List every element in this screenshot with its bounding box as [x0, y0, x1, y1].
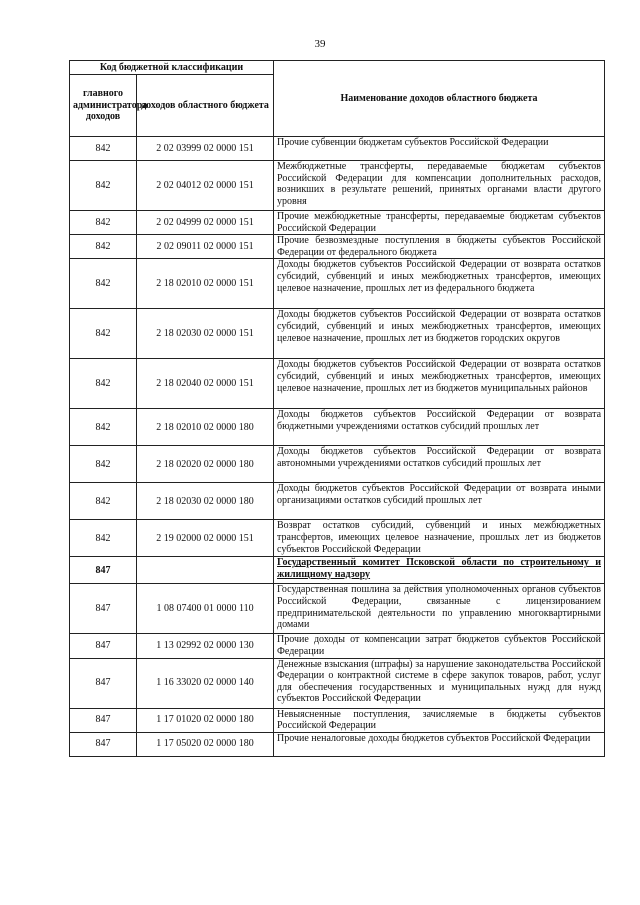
admin-code-cell: 842	[70, 211, 137, 235]
income-name-cell: Прочие доходы от компенсации затрат бюджетов субъектов Российской Федерации	[274, 634, 605, 658]
income-code-cell: 2 18 02030 02 0000 180	[137, 483, 274, 520]
income-name-cell: Доходы бюджетов субъектов Российской Федерации от возврата остатков субсидий, субвенций и иных межбюджетных трансфертов, имеющих целевое назначение, прошлых лет из бюджетов муниципальных районов	[274, 359, 605, 409]
admin-code-cell: 842	[70, 259, 137, 309]
admin-code-cell: 842	[70, 161, 137, 211]
table-row	[70, 732, 605, 756]
income-name-cell: Доходы бюджетов субъектов Российской Федерации от возврата бюджетными учреждениями остатков субсидий прошлых лет	[274, 409, 605, 446]
admin-code-cell: 842	[70, 309, 137, 359]
income-code-cell: 2 18 02030 02 0000 151	[137, 309, 274, 359]
header-classification-code: Код бюджетной классификации	[70, 61, 274, 75]
admin-code-cell: 847	[70, 658, 137, 708]
income-name-cell: Невыясненные поступления, зачисляемые в бюджеты субъектов Российской Федерации	[274, 708, 605, 732]
income-name-cell: Доходы бюджетов субъектов Российской Федерации от возврата остатков субсидий, субвенций и иных межбюджетных трансфертов, имеющих целевое назначение, прошлых лет из бюджетов городских округов	[274, 309, 605, 359]
table-row	[70, 309, 605, 359]
admin-code-cell: 842	[70, 137, 137, 161]
header-name: Наименование доходов областного бюджета	[274, 61, 605, 137]
income-code-cell: 2 18 02010 02 0000 151	[137, 259, 274, 309]
income-name-cell: Денежные взыскания (штрафы) за нарушение законодательства Российской Федерации о контрактной системе в сфере закупок товаров, работ, услуг для обеспечения государственных и муниципальных нужд для нужд субъектов Российской Федерации	[274, 658, 605, 708]
income-name-cell: Государственная пошлина за действия уполномоченных органов субъектов Российской Федерации, связанные с лицензированием предпринимательской деятельности по управлению многоквартирными домами	[274, 584, 605, 634]
table-row	[70, 137, 605, 161]
income-code-cell: 1 17 01020 02 0000 180	[137, 708, 274, 732]
table-row	[70, 161, 605, 211]
income-name-cell: Прочие межбюджетные трансферты, передаваемые бюджетам субъектов Российской Федерации	[274, 211, 605, 235]
admin-code-cell: 842	[70, 520, 137, 557]
admin-code-cell: 847	[70, 557, 137, 584]
income-code-cell: 2 02 04012 02 0000 151	[137, 161, 274, 211]
table-row	[70, 557, 605, 584]
income-code-cell	[137, 557, 274, 584]
admin-code-cell: 847	[70, 584, 137, 634]
income-code-cell: 2 02 04999 02 0000 151	[137, 211, 274, 235]
budget-classification-table	[69, 60, 605, 757]
income-name-cell: Прочие субвенции бюджетам субъектов Российской Федерации	[274, 137, 605, 161]
table-row	[70, 409, 605, 446]
table-row	[70, 446, 605, 483]
income-code-cell: 2 18 02040 02 0000 151	[137, 359, 274, 409]
admin-code-cell: 842	[70, 235, 137, 259]
income-name-cell: Прочие неналоговые доходы бюджетов субъектов Российской Федерации	[274, 732, 605, 756]
admin-code-cell: 847	[70, 708, 137, 732]
table-row	[70, 658, 605, 708]
income-name-cell: Возврат остатков субсидий, субвенций и иных межбюджетных трансфертов, имеющих целевое назначение, прошлых лет из бюджетов субъектов Российской Федерации	[274, 520, 605, 557]
income-code-cell: 2 02 03999 02 0000 151	[137, 137, 274, 161]
income-code-cell: 1 08 07400 01 0000 110	[137, 584, 274, 634]
header-admin-code: главного администратора доходов	[70, 75, 137, 137]
income-code-cell: 1 16 33020 02 0000 140	[137, 658, 274, 708]
income-code-cell: 1 13 02992 02 0000 130	[137, 634, 274, 658]
income-name-cell: Прочие безвозмездные поступления в бюджеты субъектов Российской Федерации от федерального бюджета	[274, 235, 605, 259]
income-name-cell: Доходы бюджетов субъектов Российской Федерации от возврата иными организациями остатков субсидий прошлых лет	[274, 483, 605, 520]
admin-code-cell: 842	[70, 483, 137, 520]
income-code-cell: 2 02 09011 02 0000 151	[137, 235, 274, 259]
table-row	[70, 520, 605, 557]
admin-code-cell: 842	[70, 359, 137, 409]
page-number: 39	[314, 38, 326, 50]
table-row	[70, 483, 605, 520]
income-code-cell: 1 17 05020 02 0000 180	[137, 732, 274, 756]
table-row	[70, 235, 605, 259]
income-name-cell: Межбюджетные трансферты, передаваемые бюджетам субъектов Российской Федерации для компенсации дополнительных расходов, возникших в результате решений, принятых органами власти другого уровня	[274, 161, 605, 211]
table-row	[70, 584, 605, 634]
table-row	[70, 359, 605, 409]
admin-code-cell: 847	[70, 732, 137, 756]
table-row	[70, 211, 605, 235]
admin-code-cell: 842	[70, 409, 137, 446]
table-row	[70, 634, 605, 658]
income-name-cell: Государственный комитет Псковской области по строительному и жилищному надзору	[274, 557, 605, 584]
income-name-cell: Доходы бюджетов субъектов Российской Федерации от возврата автономными учреждениями остатков субсидий прошлых лет	[274, 446, 605, 483]
admin-code-cell: 847	[70, 634, 137, 658]
header-income-code: доходов областного бюджета	[137, 75, 274, 137]
income-code-cell: 2 19 02000 02 0000 151	[137, 520, 274, 557]
income-code-cell: 2 18 02010 02 0000 180	[137, 409, 274, 446]
admin-code-cell: 842	[70, 446, 137, 483]
income-name-cell: Доходы бюджетов субъектов Российской Федерации от возврата остатков субсидий, субвенций и иных межбюджетных трансфертов, имеющих целевое назначение, прошлых лет из федерального бюджета	[274, 259, 605, 309]
table-row	[70, 708, 605, 732]
table-row	[70, 259, 605, 309]
income-code-cell: 2 18 02020 02 0000 180	[137, 446, 274, 483]
